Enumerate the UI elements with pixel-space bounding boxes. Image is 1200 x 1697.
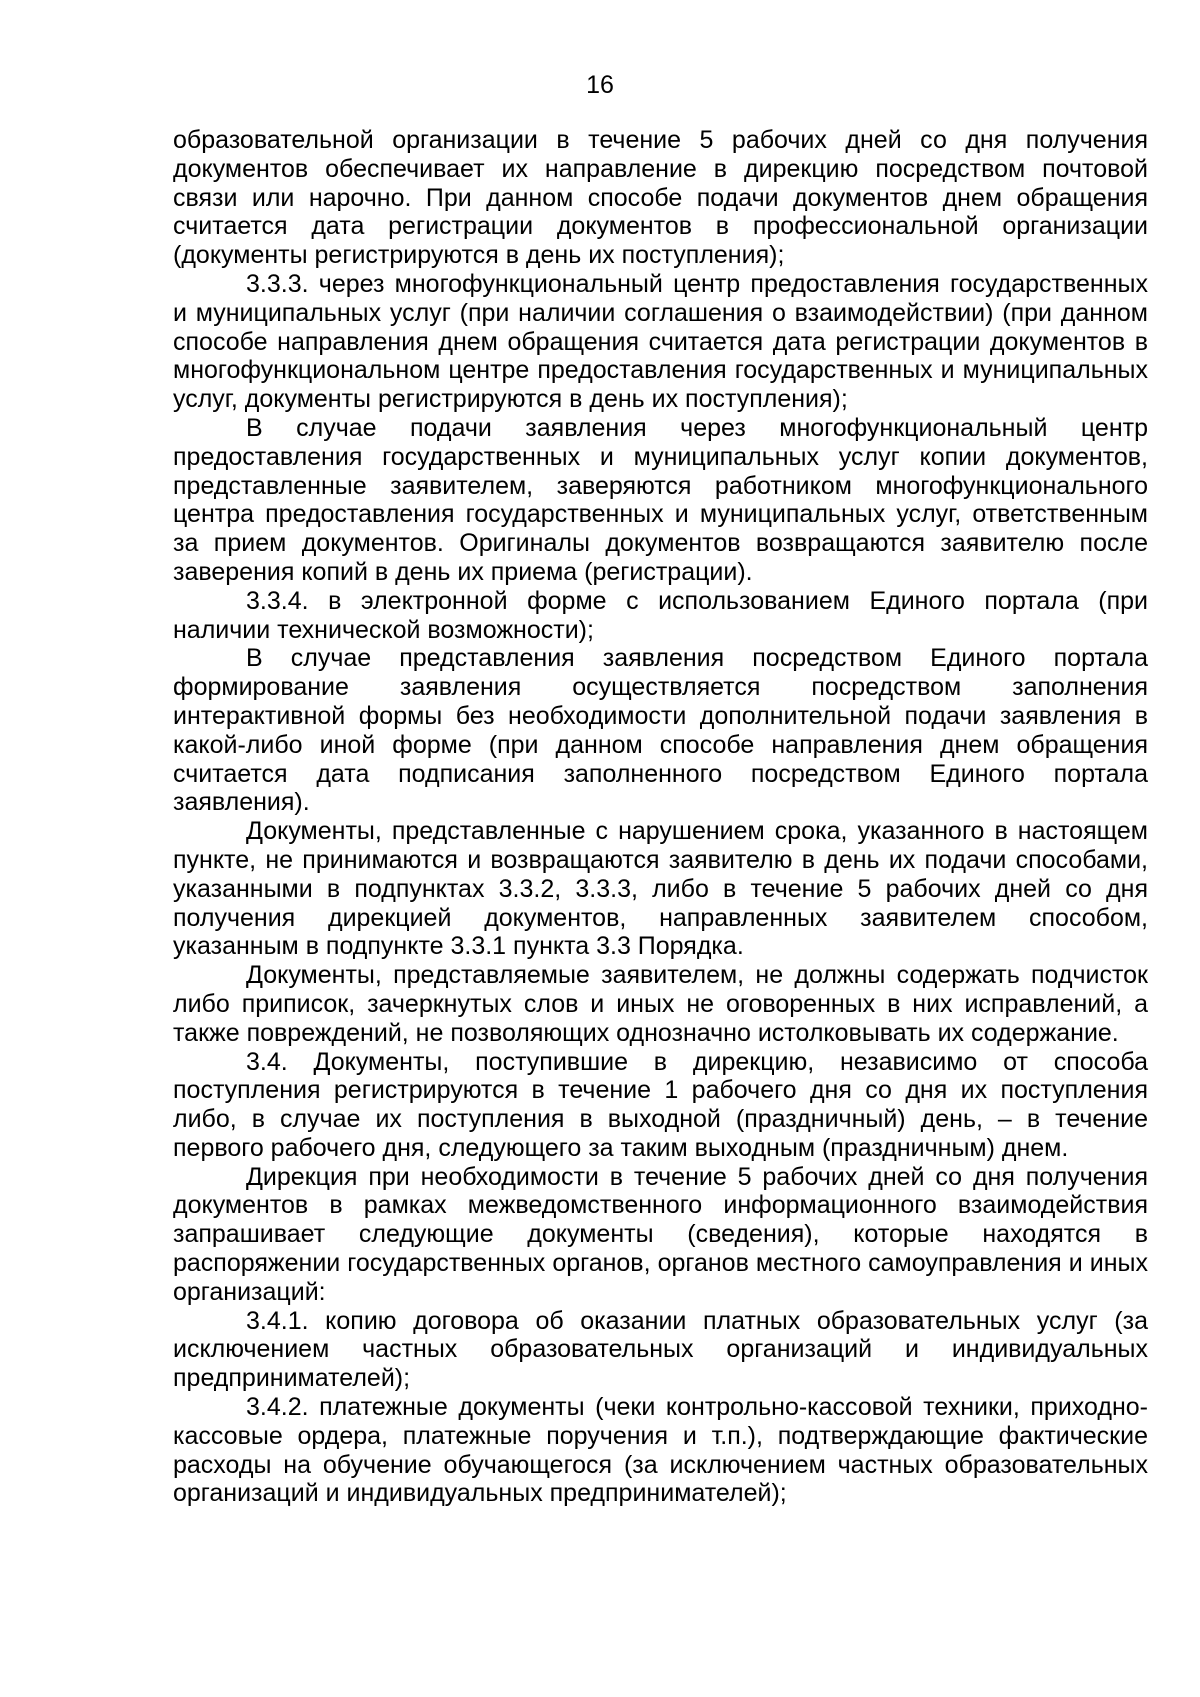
document-body <box>173 126 1148 1508</box>
paragraph-3-4-2: 3.4.2. платежные документы (чеки контрольно-кассовой техники, приходно-кассовые ордера, платежные поручения и т.п.), подтверждающие фактические расходы на обучение обучающегося (за исключением частных образовательных организаций и индивидуальных предпринимателей); <box>173 1393 1148 1508</box>
paragraph-3-4: 3.4. Документы, поступившие в дирекцию, независимо от способа поступления регистрируются в течение 1 рабочего дня со дня их поступления либо, в случае их поступления в выходной (праздничный) день, – в течение первого рабочего дня, следующего за таким выходным (праздничным) днем. <box>173 1047 1148 1162</box>
paragraph-continuation: образовательной организации в течение 5 рабочих дней со дня получения документов обеспечивает их направление в дирекцию посредством почтовой связи или нарочно. При данном способе подачи документов днем обращения считается дата регистрации документов в профессиональной организации (документы регистрируются в день их поступления); <box>173 126 1148 270</box>
paragraph-portal-form: В случае представления заявления посредством Единого портала формирование заявления осуществляется посредством заполнения интерактивной формы без необходимости дополнительной подачи заявления в какой-либо иной форме (при данном способе направления днем обращения считается дата подписания заполненного посредством Единого портала заявления). <box>173 644 1148 817</box>
paragraph-3-3-4: 3.3.4. в электронной форме с использованием Единого портала (при наличии технической возможности); <box>173 586 1148 644</box>
paragraph-interagency-request: Дирекция при необходимости в течение 5 рабочих дней со дня получения документов в рамках межведомственного информационного взаимодействия запрашивает следующие документы (сведения), которые находятся в распоряжении государственных органов, органов местного самоуправления и иных организаций: <box>173 1162 1148 1306</box>
paragraph-late-documents: Документы, представленные с нарушением срока, указанного в настоящем пункте, не принимаются и возвращаются заявителю в день их подачи способами, указанными в подпунктах 3.3.2, 3.3.3, либо в течение 5 рабочих дней со дня получения дирекцией документов, направленных заявителем способом, указанным в подпункте 3.3.1 пункта 3.3 Порядка. <box>173 817 1148 961</box>
paragraph-document-requirements: Документы, представляемые заявителем, не должны содержать подчисток либо приписок, зачеркнутых слов и иных не оговоренных в них исправлений, а также повреждений, не позволяющих однозначно истолковывать их содержание. <box>173 961 1148 1047</box>
page-number: 16 <box>586 71 614 99</box>
paragraph-3-4-1: 3.4.1. копию договора об оказании платных образовательных услуг (за исключением частных образовательных организаций и индивидуальных предпринимателей); <box>173 1306 1148 1393</box>
paragraph-mfc-copies: В случае подачи заявления через многофункциональный центр предоставления государственных и муниципальных услуг копии документов, представленные заявителем, заверяются работником многофункционального центра предоставления государственных и муниципальных услуг, ответственным за прием документов. Оригиналы документов возвращаются заявителю после заверения копий в день их приема (регистрации). <box>173 413 1148 586</box>
paragraph-3-3-3: 3.3.3. через многофункциональный центр предоставления государственных и муниципальных услуг (при наличии соглашения о взаимодействии) (при данном способе направления днем обращения считается дата регистрации документов в многофункциональном центре предоставления государственных и муниципальных услуг, документы регистрируются в день их поступления); <box>173 269 1148 414</box>
